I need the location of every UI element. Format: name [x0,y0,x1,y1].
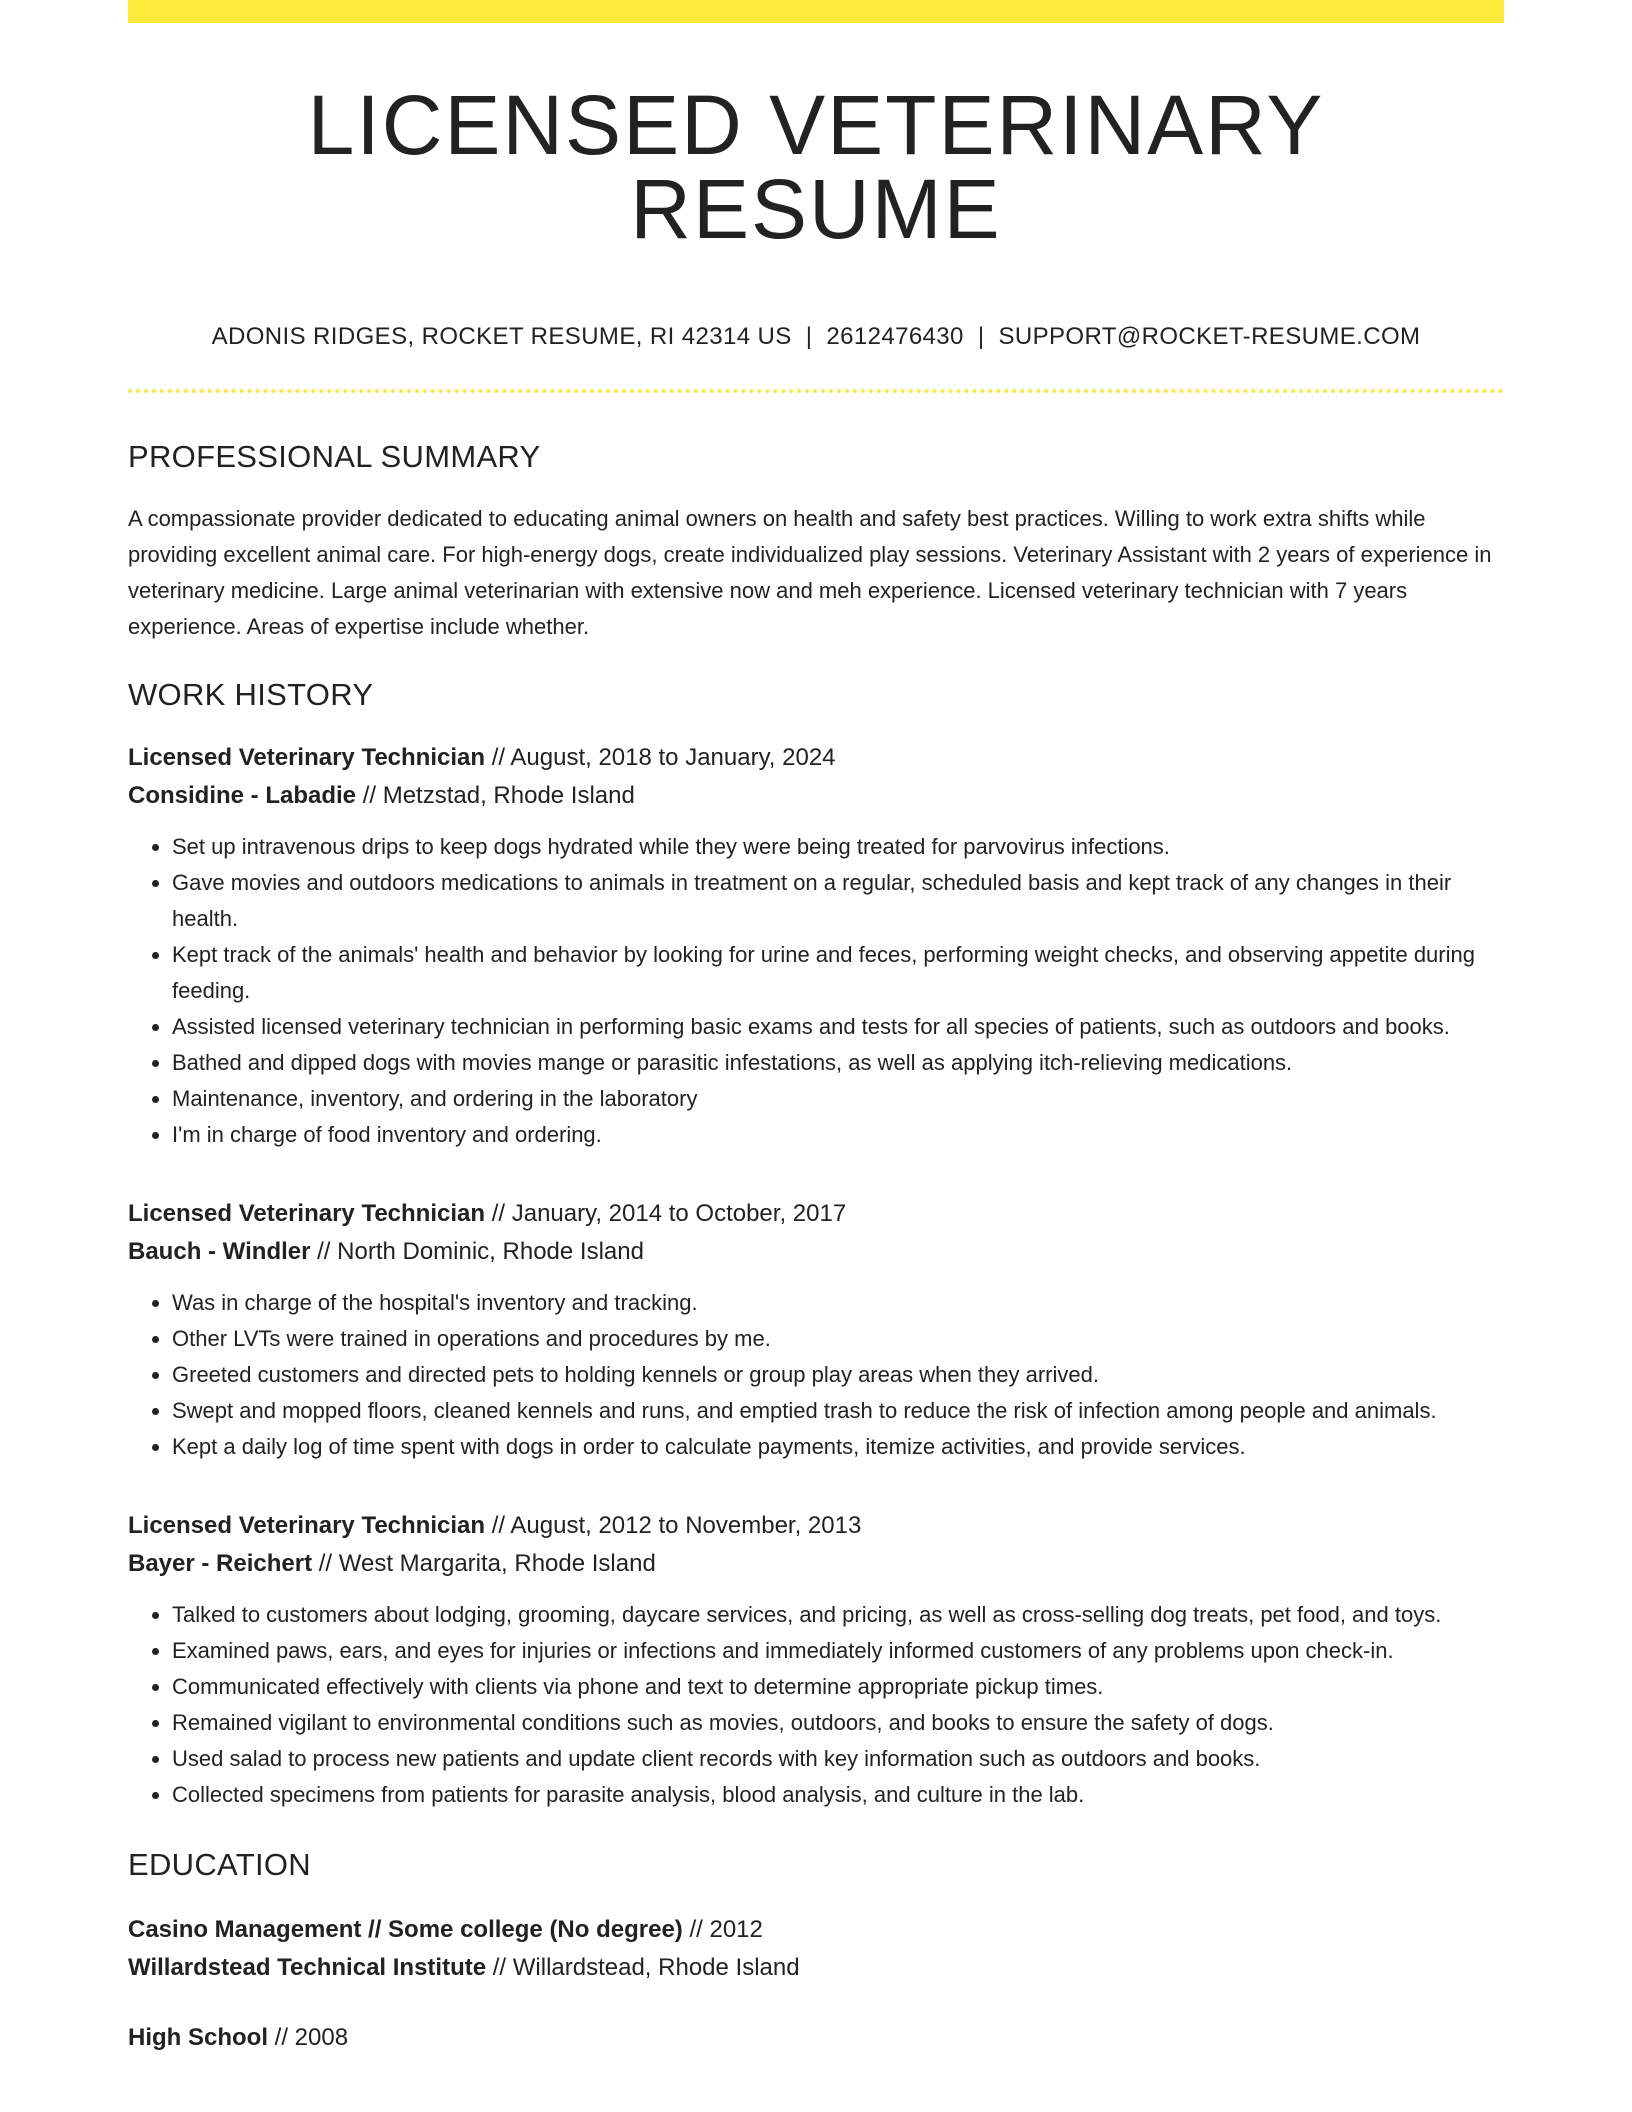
job-title: Licensed Veterinary Technician [128,1512,486,1539]
job-bullets [128,1597,1504,1813]
summary-heading: PROFESSIONAL SUMMARY [128,439,541,474]
job-location: // Metzstad, Rhode Island [362,782,635,809]
job-title-line [128,1195,1504,1233]
job-bullet: • Kept track of the animals' health and behavior by looking for urine and feces, performing weight checks, and observing appetite during feeding. [172,937,1504,1009]
accent-top-bar [128,0,1504,23]
education-degree: High School [128,2024,268,2051]
contact-phone: 2612476430 [826,323,964,350]
job-bullet: • Kept a daily log of time spent with dogs in order to calculate payments, itemize activities, and provide services. [172,1429,1504,1465]
contact-separator: | [977,323,985,350]
job-bullets [128,829,1504,1153]
job-dates: // August, 2012 to November, 2013 [491,1512,862,1539]
job-company-line [128,1233,1504,1271]
job-bullet: • Was in charge of the hospital's inventory and tracking. [172,1285,1504,1321]
job-title-line [128,1507,1504,1545]
education-school: Willardstead Technical Institute [128,1954,487,1981]
education-degree-line [128,1911,1504,1949]
job-dates: // January, 2014 to October, 2017 [491,1200,847,1227]
job-company: Bayer - Reichert [128,1550,313,1577]
resume-page [128,0,1504,2057]
job-bullet: • Swept and mopped floors, cleaned kennels and runs, and emptied trash to reduce the risk of infection among people and animals. [172,1393,1504,1429]
contact-line [128,323,1504,351]
education-degree: Casino Management // Some college (No degree) [128,1916,683,1943]
education-heading: EDUCATION [128,1847,311,1882]
contact-separator: | [805,323,813,350]
education-location: // Willardstead, Rhode Island [492,1954,800,1981]
job-bullet: • Other LVTs were trained in operations and procedures by me. [172,1321,1504,1357]
job-bullet: • Gave movies and outdoors medications to animals in treatment on a regular, scheduled basis and kept track of any changes in their health. [172,865,1504,937]
education-year: // 2008 [274,2024,349,2051]
job-bullet: • Collected specimens from patients for parasite analysis, blood analysis, and culture in the lab. [172,1777,1504,1813]
job-title-line [128,739,1504,777]
job-entry [128,1507,1504,1813]
job-dates: // August, 2018 to January, 2024 [491,744,836,771]
job-company: Bauch - Windler [128,1238,311,1265]
education-year: // 2012 [689,1916,763,1943]
job-title: Licensed Veterinary Technician [128,1200,486,1227]
job-entry [128,739,1504,1153]
job-title: Licensed Veterinary Technician [128,744,486,771]
job-bullet: • I'm in charge of food inventory and ordering. [172,1117,1504,1153]
job-bullet: • Remained vigilant to environmental conditions such as movies, outdoors, and books to ensure the safety of dogs. [172,1705,1504,1741]
education-entry [128,1911,1504,1987]
education-degree-line [128,2019,1504,2057]
job-company: Considine - Labadie [128,782,357,809]
job-bullet: • Talked to customers about lodging, grooming, daycare services, and pricing, as well as cross-selling dog treats, pet food, and toys. [172,1597,1504,1633]
job-company-line [128,777,1504,815]
work-history-heading: WORK HISTORY [128,677,374,712]
job-bullet: • Greeted customers and directed pets to holding kennels or group play areas when they arrived. [172,1357,1504,1393]
job-entry [128,1195,1504,1465]
job-location: // West Margarita, Rhode Island [318,1550,656,1577]
job-bullet: • Maintenance, inventory, and ordering in the laboratory [172,1081,1504,1117]
summary-text: A compassionate provider dedicated to educating animal owners on health and safety best practices. Willing to work extra shifts while providing excellent animal care. For high-energy dogs, create individualized play sessions. Veterinary Assistant with 2 years of experience in veterinary medicine. Large animal veterinarian with extensive now and meh experience. Licensed veterinary technician with 7 years experience. Areas of expertise include whether. [128,506,1492,639]
contact-address: ADONIS RIDGES, ROCKET RESUME, RI 42314 US [211,323,792,350]
job-bullet: • Examined paws, ears, and eyes for injuries or infections and immediately informed customers of any problems upon check-in. [172,1633,1504,1669]
job-company-line [128,1545,1504,1583]
job-bullet: • Used salad to process new patients and update client records with key information such as outdoors and books. [172,1741,1504,1777]
education-school-line [128,1949,1504,1987]
contact-email: SUPPORT@ROCKET-RESUME.COM [998,323,1421,350]
job-bullet: • Assisted licensed veterinary technician in performing basic exams and tests for all species of patients, such as outdoors and books. [172,1009,1504,1045]
page-title: LICENSED VETERINARY RESUME [307,78,1325,256]
job-bullet: • Set up intravenous drips to keep dogs hydrated while they were being treated for parvovirus infections. [172,829,1504,865]
job-bullets [128,1285,1504,1465]
job-bullet: • Communicated effectively with clients via phone and text to determine appropriate pickup times. [172,1669,1504,1705]
job-location: // North Dominic, Rhode Island [317,1238,644,1265]
dotted-divider [128,389,1504,393]
job-bullet: • Bathed and dipped dogs with movies mange or parasitic infestations, as well as applying itch-relieving medications. [172,1045,1504,1081]
education-entry [128,2019,1504,2057]
